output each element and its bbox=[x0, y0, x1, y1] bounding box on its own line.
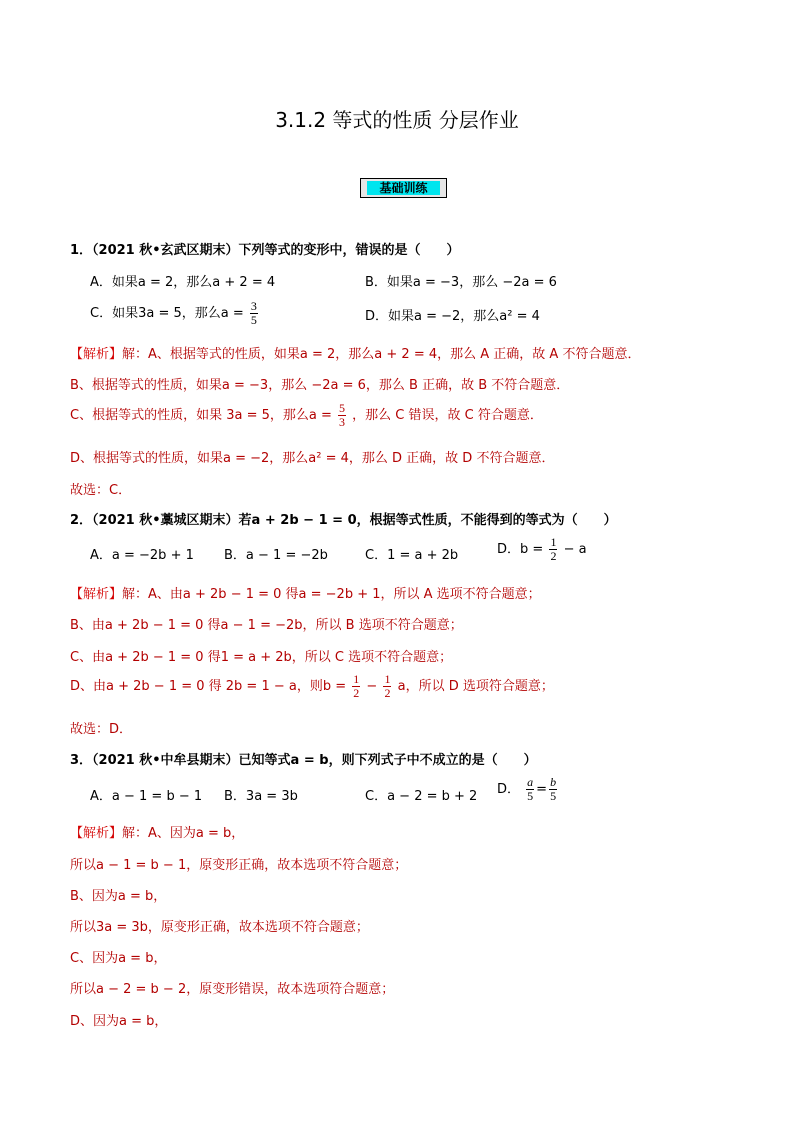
q1-analysis-line-1 bbox=[70, 343, 640, 362]
q1-analysis-fraction bbox=[338, 402, 346, 429]
q2-option-a: A．a = −2b + 1 bbox=[90, 548, 194, 563]
fraction-denominator: 3 bbox=[339, 415, 346, 429]
fraction-denominator: 2 bbox=[550, 549, 557, 563]
q1-analysis-line-3 bbox=[70, 402, 543, 429]
analysis-text: C、根据等式的性质，如果 3a = 5，那么a = bbox=[70, 408, 332, 423]
q2-analysis-fraction-1 bbox=[352, 673, 360, 700]
q2-analysis-line-2: B、由a + 2b − 1 = 0 得a − 1 = −2b，所以 B 选项不符合题意； bbox=[70, 618, 463, 633]
q3-option-a: A．a − 1 = b − 1 bbox=[90, 789, 203, 804]
q3-option-d-fraction-2 bbox=[549, 776, 557, 803]
analysis-text: ，那么 C 错误，故 C 符合题意． bbox=[352, 408, 543, 423]
q2-choice: 故选：D． bbox=[70, 722, 133, 737]
option-text: = bbox=[536, 782, 548, 797]
option-text: D．b = bbox=[497, 542, 544, 557]
q2-analysis-line-1 bbox=[70, 583, 541, 602]
q1-choice: 故选：C． bbox=[70, 483, 132, 498]
page-title: 3.1.2 等式的性质 分层作业 bbox=[275, 108, 519, 132]
analysis-text: 解：A、根据等式的性质，如果a = 2，那么a + 2 = 4，那么 A 正确，故 A 不符合题意． bbox=[122, 347, 641, 362]
q1-analysis-line-2: B、根据等式的性质，如果a = −3，那么 −2a = 6，那么 B 正确，故 B 不符合题意． bbox=[70, 378, 570, 393]
q3-option-c: C．a − 2 = b + 2 bbox=[365, 789, 478, 804]
fraction-numerator: 5 bbox=[339, 401, 346, 415]
analysis-tag: 【解析】 bbox=[70, 347, 123, 362]
fraction-denominator: 5 bbox=[550, 789, 557, 803]
q2-option-b: B．a − 1 = −2b bbox=[224, 548, 328, 563]
q3-analysis-line-1 bbox=[70, 822, 244, 841]
analysis-tag: 【解析】 bbox=[70, 826, 123, 841]
q3-analysis-line-2: 所以a − 1 = b − 1，原变形正确，故本选项不符合题意； bbox=[70, 858, 408, 873]
q2-option-d bbox=[497, 536, 587, 563]
fraction-denominator: 5 bbox=[250, 313, 257, 327]
q2-analysis-line-3: C、由a + 2b − 1 = 0 得1 = a + 2b，所以 C 选项不符合题意； bbox=[70, 650, 453, 665]
q2-analysis-fraction-2 bbox=[383, 673, 391, 700]
fraction-numerator: b bbox=[550, 775, 557, 789]
fraction-denominator: 2 bbox=[353, 686, 360, 700]
section-label: 基础训练 bbox=[367, 181, 440, 195]
analysis-text: a，所以 D 选项符合题意； bbox=[397, 679, 554, 694]
analysis-text: D、由a + 2b − 1 = 0 得 2b = 1 − a，则b = bbox=[70, 679, 347, 694]
q1-option-c-fraction bbox=[250, 300, 258, 327]
q3-option-d bbox=[497, 776, 559, 803]
option-text: − a bbox=[563, 542, 587, 557]
fraction-denominator: 2 bbox=[384, 686, 391, 700]
analysis-text: 解：A、因为a = b， bbox=[122, 826, 245, 841]
q2-option-c: C．1 = a + 2b bbox=[365, 548, 459, 563]
q1-option-c-text: C．如果3a = 5，那么a = bbox=[90, 306, 244, 321]
q1-option-d: D．如果a = −2，那么a² = 4 bbox=[365, 309, 540, 324]
fraction-numerator: 1 bbox=[353, 672, 360, 686]
q3-analysis-line-7: D、因为a = b， bbox=[70, 1014, 168, 1029]
q1-option-c bbox=[90, 300, 260, 327]
analysis-text: 解：A、由a + 2b − 1 = 0 得a = −2b + 1，所以 A 选项不符合题意； bbox=[122, 587, 541, 602]
q1-option-a: A．如果a = 2，那么a + 2 = 4 bbox=[90, 275, 276, 290]
q3-analysis-line-3: B、因为a = b， bbox=[70, 889, 167, 904]
q2-option-d-fraction bbox=[549, 536, 557, 563]
fraction-numerator: 3 bbox=[250, 299, 257, 313]
q1-option-b: B．如果a = −3，那么 −2a = 6 bbox=[365, 275, 557, 290]
q3-option-d-fraction-1 bbox=[526, 776, 534, 803]
fraction-numerator: 1 bbox=[550, 535, 557, 549]
fraction-denominator: 5 bbox=[527, 789, 534, 803]
q3-analysis-line-4: 所以3a = 3b，原变形正确，故本选项不符合题意； bbox=[70, 920, 369, 935]
analysis-tag: 【解析】 bbox=[70, 587, 123, 602]
fraction-numerator: a bbox=[527, 775, 534, 789]
fraction-numerator: 1 bbox=[384, 672, 391, 686]
q1-analysis-line-4: D、根据等式的性质，如果a = −2，那么a² = 4，那么 D 正确，故 D 不符合题意． bbox=[70, 451, 555, 466]
section-badge bbox=[360, 178, 447, 198]
question-3-stem: 3．（2021 秋•中牟县期末）已知等式a = b，则下列式子中不成立的是（ ） bbox=[70, 753, 537, 768]
q2-analysis-line-4 bbox=[70, 673, 554, 700]
question-1-stem: 1．（2021 秋•玄武区期末）下列等式的变形中，错误的是（ ） bbox=[70, 243, 460, 258]
q3-analysis-line-6: 所以a − 2 = b − 2，原变形错误，故本选项符合题意； bbox=[70, 982, 395, 997]
analysis-text: − bbox=[366, 679, 378, 694]
q3-option-b: B．3a = 3b bbox=[224, 789, 298, 804]
option-text: D． bbox=[497, 782, 521, 797]
q3-analysis-line-5: C、因为a = b， bbox=[70, 951, 167, 966]
question-2-stem: 2．（2021 秋•藁城区期末）若a + 2b − 1 = 0，根据等式性质，不能得到的等式为（ ） bbox=[70, 513, 617, 528]
